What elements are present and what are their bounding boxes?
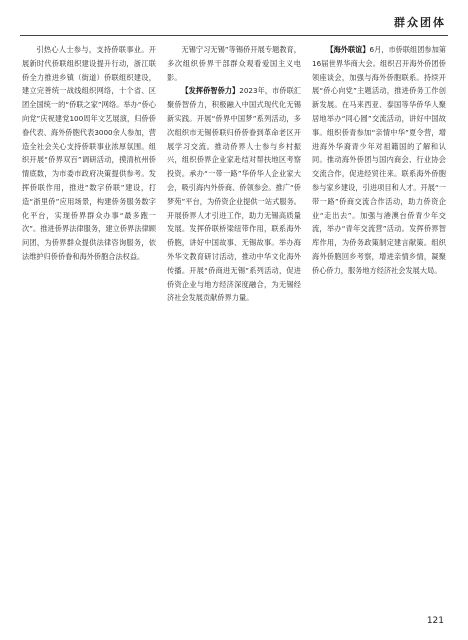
page-number: 121 (426, 616, 444, 626)
header-divider (20, 35, 448, 36)
page-header (0, 0, 468, 40)
paragraph-lead: 【发挥侨智侨力】 (181, 86, 240, 96)
paragraph-lead: 【海外联谊】 (326, 45, 370, 54)
paragraph-text: 2023年，市侨联汇聚侨智侨力，积极融入中国式现代化无锡新实践。开展“侨界中国梦”系列活动，多次组织市无锡侨联归侨侨眷到革命老区开展学习交流。推动侨界人士参与乡村振兴，组织侨界企业家赴结对帮扶地区考察投资。承办“一带一路”华侨华人企业家大会，吸引海内外侨商、侨领参会。推广“侨梦苑”平台，为侨资企业提供一站式服务。开展侨界人才引进工作，助力无锡高质量发展。发挥侨联桥梁纽带作用，联系海外侨胞，讲好中国故事、无锡故事。举办海外华文教育研讨活动，推动中华文化海外传播。开展“侨商进无锡”系列活动，促进侨资企业与地方经济深度融合，为无锡经济社会发展贡献侨界力量。 (167, 86, 301, 303)
paragraph (167, 43, 301, 84)
section-title: 群众团体 (394, 16, 446, 29)
paragraph-text: 引热心人士参与，支持侨联事业。开展新时代侨联组织建设提升行动，浙江联侨全力推进乡镇（街道）侨联组织建设，建立完善统一战线组织网络，十个省、区团全国统一的“侨联之家”网络。举办“侨心向党”庆祝建党100周年文艺展演，归侨侨眷代表、海外侨胞代表3000余人参加，营造全社会关心支持侨联事业浓厚氛围。组织开展“侨界双百”调研活动，摸清杭州侨情底数，为市委市政府决策提供参考。发挥侨联作用，推进“数字侨联”建设，打造“浙里侨”应用场景，构建侨务服务数字化平台，实现侨界群众办事“最多跑一次”。推进侨界法律服务，建立侨界法律顾问团，为侨界群众提供法律咨询服务，依法维护归侨侨眷和海外侨胞合法权益。 (22, 45, 156, 261)
text-column-2 (167, 43, 301, 608)
article-body (22, 43, 446, 608)
text-column-1 (22, 43, 156, 608)
paragraph (167, 84, 301, 305)
paragraph (312, 43, 446, 278)
text-column-3 (312, 43, 446, 608)
paragraph (22, 43, 156, 264)
paragraph-text: 6月，市侨联组团参加第16届世界华商大会。组织召开海外侨团侨领座谈会，加强与海外侨胞联系。持续开展“侨心向党”主题活动，推进侨务工作创新发展。在马来西亚、泰国等华侨华人聚居地举办“同心圆”交流活动，讲好中国故事。组织侨青参加“亲情中华”夏令营，增进海外华裔青少年对祖籍国的了解和认同。推动海外侨团与国内商会、行业协会交流合作，促进经贸往来。联系海外侨胞参与家乡建设，引进项目和人才。开展“一带一路”侨商交流合作活动，助力侨资企业“走出去”。加强与港澳台侨青少年交流，举办“青年交流营”活动。发挥侨界智库作用，为侨务政策制定建言献策。组织海外侨胞回乡考察，增进亲情乡情，凝聚侨心侨力，服务地方经济社会发展大局。 (312, 45, 446, 275)
paragraph-text: 无锡宁习无锡”等锡侨开展专题教育，多次组织侨界干部群众观看爱国主义电影。 (167, 45, 301, 82)
